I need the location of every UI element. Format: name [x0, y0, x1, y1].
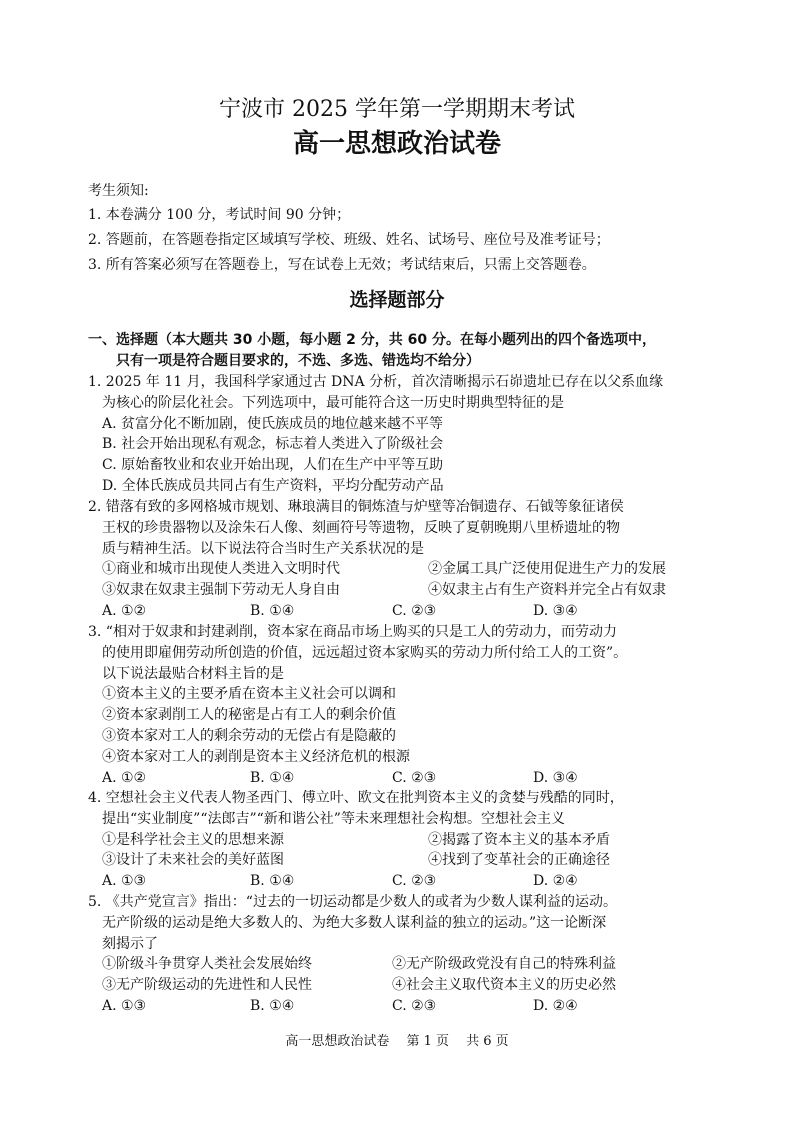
choice-row: [88, 768, 718, 789]
question-stem-line: 的使用即雇佣劳动所创造的价值，远远超过资本家购买的劳动力所付给工人的工资”。: [102, 644, 628, 661]
question-stem-line: 提出“实业制度”“法郎吉”“新和谐公社”等未来理想社会构想。空想社会主义: [102, 810, 565, 827]
choice: B. ①④: [250, 997, 295, 1014]
notice-heading: 考生须知:: [88, 183, 149, 199]
question-stem-line: 为核心的阶层化社会。下列选项中，最可能符合这一历史时期典型特征的是: [102, 394, 564, 411]
statement-row: [88, 975, 718, 996]
answer-option: D. 全体氏族成员共同占有生产资料，平均分配劳动产品: [102, 477, 444, 494]
choice: D. ②④: [533, 997, 578, 1014]
answer-option: B. 社会开始出现私有观念，标志着人类进入了阶级社会: [102, 436, 444, 453]
question-stem-line: 5. 《共产党宣言》指出：“过去的一切运动都是少数人的或者为少数人谋利益的运动。: [88, 894, 617, 910]
question-stem-line: 3. “相对于奴隶和封建剥削，资本家在商品市场上购买的只是工人的劳动力，而劳动力: [88, 624, 617, 640]
answer-option: A. 贫富分化不断加剧，使氏族成员的地位越来越不平等: [102, 415, 444, 432]
choice: B. ①④: [250, 602, 295, 619]
choice: A. ①②: [102, 769, 147, 786]
statement-row: [88, 580, 718, 601]
statement: ④奴隶主占有生产资料并完全占有奴隶: [428, 582, 666, 599]
choice: C. ②③: [392, 873, 437, 890]
question-stem-line: 2. 错落有致的多网格城市规划、琳琅满目的铜炼渣与炉壁等冶铜遗存、石钺等象征诸侯: [88, 499, 624, 515]
choice: C. ②③: [392, 997, 437, 1014]
question-stem-line: 刻揭示了: [102, 935, 158, 952]
statement: ①阶级斗争贯穿人类社会发展始终: [102, 956, 312, 973]
choice: D. ③④: [533, 769, 578, 786]
statement: ③无产阶级运动的先进性和人民性: [102, 977, 312, 994]
part-instructions-line: 一、选择题（本大题共 30 小题，每小题 2 分，共 60 分。在每小题列出的四个备选项中，: [88, 332, 656, 348]
notice-item: 3. 所有答案必须写在答题卷上，写在试卷上无效；考试结束后，只需上交答题卷。: [88, 257, 596, 273]
question-3: [88, 622, 718, 788]
statement: ②揭露了资本主义的基本矛盾: [428, 831, 610, 848]
section-title: 选择题部分: [349, 289, 445, 311]
choice: A. ①③: [102, 997, 147, 1014]
choice: A. ①②: [102, 602, 147, 619]
question-stem-line: 无产阶级的运动是绝大多数人的、为绝大多数人谋利益的独立的运动。”这一论断深: [102, 914, 607, 931]
answer-option: C. 原始畜牧业和农业开始出现，人们在生产中平等互助: [102, 457, 444, 474]
statement-row: [88, 559, 718, 580]
choice: D. ②④: [533, 873, 578, 890]
question-stem-line: 4. 空想社会主义代表人物圣西门、傅立叶、欧文在批判资本主义的贪婪与残酷的同时，: [88, 790, 624, 806]
statement: ①是科学社会主义的思想来源: [102, 831, 284, 848]
part-instructions: [88, 330, 718, 372]
exam-title: 宁波市 2025 学年第一学期期末考试: [219, 97, 575, 122]
statement: ③设计了未来社会的美好蓝图: [102, 852, 284, 869]
choice: B. ①④: [250, 873, 295, 890]
statement: ①商业和城市出现使人类进入文明时代: [102, 561, 340, 578]
choice: A. ①③: [102, 873, 147, 890]
statement: ②金属工具广泛使用促进生产力的发展: [428, 561, 666, 578]
notice-item: 1. 本卷满分 100 分，考试时间 90 分钟；: [88, 207, 351, 223]
question-stem-line: 王权的珍贵器物以及涂朱石人像、刻画符号等遗物，反映了夏朝晚期八里桥遗址的物: [102, 519, 620, 536]
statement: ①资本主义的主要矛盾在资本主义社会可以调和: [102, 686, 396, 703]
choice: B. ①④: [250, 769, 295, 786]
statement-row: [88, 850, 718, 871]
choice: C. ②③: [392, 602, 437, 619]
part-instructions-line: 只有一项是符合题目要求的，不选、多选、错选均不给分）: [116, 353, 480, 369]
choice-row: [88, 996, 718, 1017]
choice-row: [88, 871, 718, 892]
question-stem-line: 以下说法最贴合材料主旨的是: [102, 665, 284, 682]
statement: ④社会主义取代资本主义的历史必然: [392, 977, 616, 994]
choice-row: [88, 601, 718, 622]
question-2: [88, 497, 718, 622]
question-1: [88, 372, 718, 497]
statement: ④找到了变革社会的正确途径: [428, 852, 610, 869]
statement-row: [88, 954, 718, 975]
statement-row: [88, 830, 718, 851]
choice: D. ③④: [533, 602, 578, 619]
statement: ②无产阶级政党没有自己的特殊利益: [392, 956, 616, 973]
statement: ④资本家对工人的剥削是资本主义经济危机的根源: [102, 748, 410, 765]
question-stem-line: 1. 2025 年 11 月，我国科学家通过古 DNA 分析，首次清晰揭示石峁遗址已存在以父系血缘: [88, 374, 664, 390]
question-4: [88, 788, 718, 892]
statement: ③资本家对工人的剩余劳动的无偿占有是隐蔽的: [102, 727, 396, 744]
statement: ③奴隶在奴隶主强制下劳动无人身自由: [102, 582, 340, 599]
question-5: [88, 892, 718, 1017]
notice-item: 2. 答题前，在答题卷指定区域填写学校、班级、姓名、试场号、座位号及准考证号；: [88, 232, 610, 248]
question-stem-line: 质与精神生活。以下说法符合当时生产关系状况的是: [102, 540, 424, 557]
exam-subject-title: 高一思想政治试卷: [292, 129, 501, 159]
page-footer: 高一思想政治试卷 第 1 页 共 6 页: [285, 1034, 509, 1049]
statement: ②资本家剥削工人的秘密是占有工人的剩余价值: [102, 707, 396, 724]
choice: C. ②③: [392, 769, 437, 786]
